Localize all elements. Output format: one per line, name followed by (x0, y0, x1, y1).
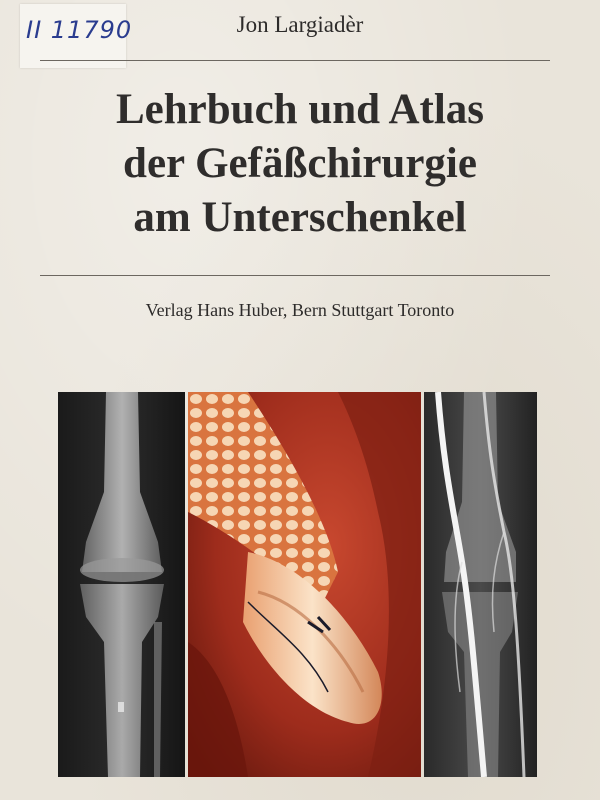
knee-xray-image (58, 392, 185, 777)
author-name: Jon Largiadèr (236, 12, 364, 37)
title-line-1: Lehrbuch und Atlas (115, 86, 485, 133)
book-title (0, 83, 600, 245)
vascular-surgery-photo (188, 392, 421, 777)
knee-angiogram-image (424, 392, 537, 777)
title-line-2: der Gefäßchirurgie (123, 140, 477, 187)
publisher-line: Verlag Hans Huber, Bern Stuttgart Toronto (145, 300, 455, 320)
top-rule-divider (40, 60, 550, 61)
bottom-rule-divider (40, 275, 550, 276)
title-line-3: am Unterschenkel (133, 194, 467, 241)
call-number: II 11790 (26, 16, 133, 44)
